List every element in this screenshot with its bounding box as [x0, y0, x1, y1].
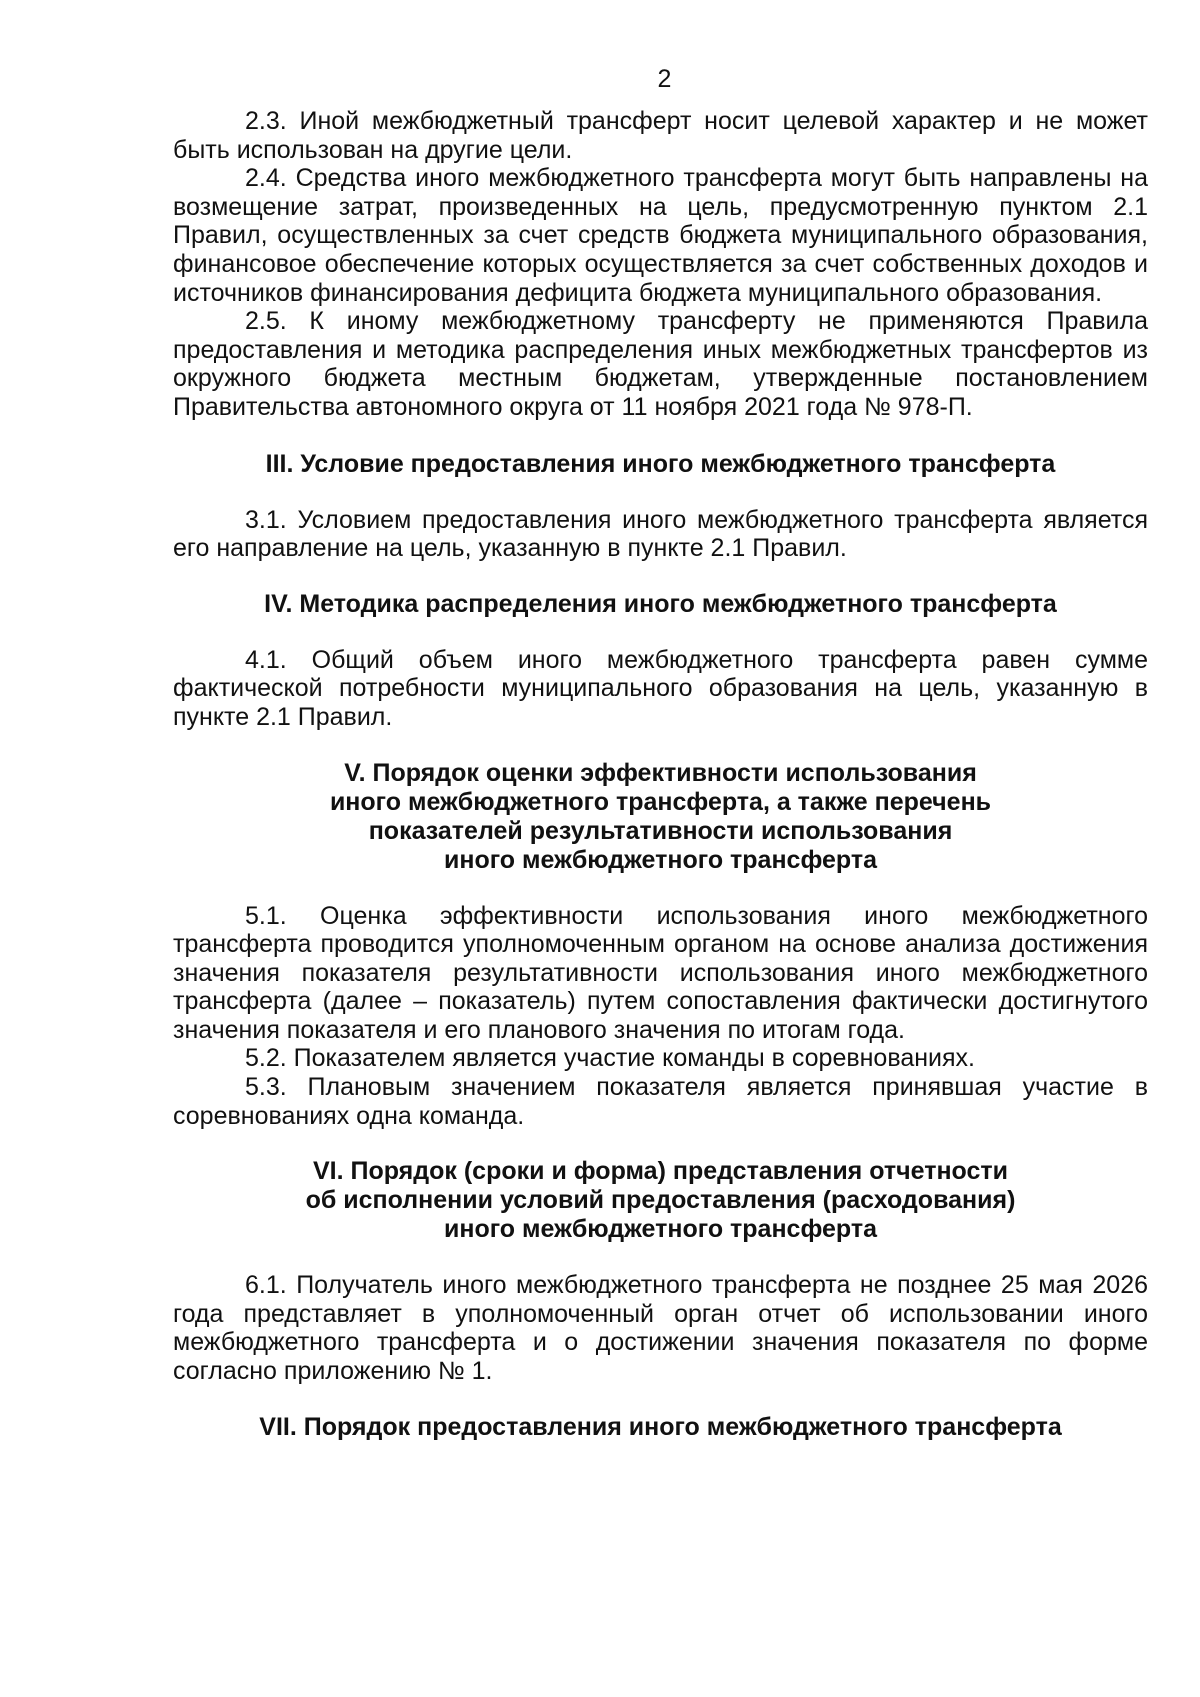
heading-line: об исполнении условий предоставления (расходования): [305, 1186, 1016, 1215]
paragraph-4-1: 4.1. Общий объем иного межбюджетного трансферта равен сумме фактической потребности муниципального образования на цель, указанную в пункте 2.1 Правил.: [173, 645, 1148, 731]
paragraph-3-1: 3.1. Условием предоставления иного межбюджетного трансферта является его направление на цель, указанную в пункте 2.1 Правил.: [173, 505, 1148, 563]
heading-line: VII. Порядок предоставления иного межбюджетного трансферта: [259, 1412, 1062, 1441]
intro-block: [173, 107, 1148, 422]
section-vi: [173, 1157, 1148, 1385]
section-iv: [173, 590, 1148, 732]
heading-line: III. Условие предоставления иного межбюджетного трансферта: [265, 449, 1056, 478]
paragraph-5-1: 5.1. Оценка эффективности использования иного межбюджетного трансферта проводится уполномоченным органом на основе анализа достижения значения показателя результативности использования иного межбюджетного трансферта (далее – показатель) путем сопоставления фактически достигнутого значения показателя и его планового значения по итогам года.: [173, 901, 1148, 1044]
section-v-heading: [173, 759, 1148, 875]
heading-line: показателей результативности использования: [368, 816, 953, 845]
section-vi-heading: [173, 1157, 1148, 1244]
document-page: [173, 64, 1148, 1469]
section-v: [173, 759, 1148, 1131]
section-vii-heading: [173, 1413, 1148, 1442]
section-iii-heading: [173, 450, 1148, 479]
heading-line: V. Порядок оценки эффективности использования: [344, 758, 977, 787]
heading-line: иного межбюджетного трансферта: [443, 845, 877, 874]
paragraph-5-2: 5.2. Показателем является участие команды в соревнованиях.: [245, 1044, 975, 1073]
paragraph-2-5: 2.5. К иному межбюджетному трансферту не применяются Правила предоставления и методика распределения иных межбюджетных трансфертов из окружного бюджета местным бюджетам, утвержденные постановлением Правительства автономного округа от 11 ноября 2021 года № 978-П.: [173, 307, 1148, 421]
section-vii: [173, 1413, 1148, 1442]
heading-line: IV. Методика распределения иного межбюджетного трансферта: [264, 589, 1057, 618]
page-number: 2: [657, 65, 672, 93]
heading-line: VI. Порядок (сроки и форма) представления отчетности: [312, 1157, 1009, 1186]
paragraph-5-3: 5.3. Плановым значением показателя является принявшая участие в соревнованиях одна команда.: [173, 1073, 1148, 1130]
paragraph-6-1: 6.1. Получатель иного межбюджетного трансферта не позднее 25 мая 2026 года представляет в уполномоченный орган отчет об использовании иного межбюджетного трансферта и о достижении значения показателя по форме согласно приложению № 1.: [173, 1271, 1148, 1386]
paragraph-2-4: 2.4. Средства иного межбюджетного трансферта могут быть направлены на возмещение затрат, произведенных на цель, предусмотренную пунктом 2.1 Правил, осуществленных за счет средств бюджета муниципального образования, финансовое обеспечение которых осуществляется за счет собственных доходов и источников финансирования дефицита бюджета муниципального образования.: [173, 164, 1148, 307]
heading-line: иного межбюджетного трансферта: [443, 1215, 877, 1244]
paragraph-2-3: 2.3. Иной межбюджетный трансферт носит целевой характер и не может быть использован на другие цели.: [173, 107, 1148, 164]
section-iv-heading: [173, 590, 1148, 619]
section-iii: [173, 450, 1148, 563]
heading-line: иного межбюджетного трансферта, а также перечень: [329, 787, 992, 816]
